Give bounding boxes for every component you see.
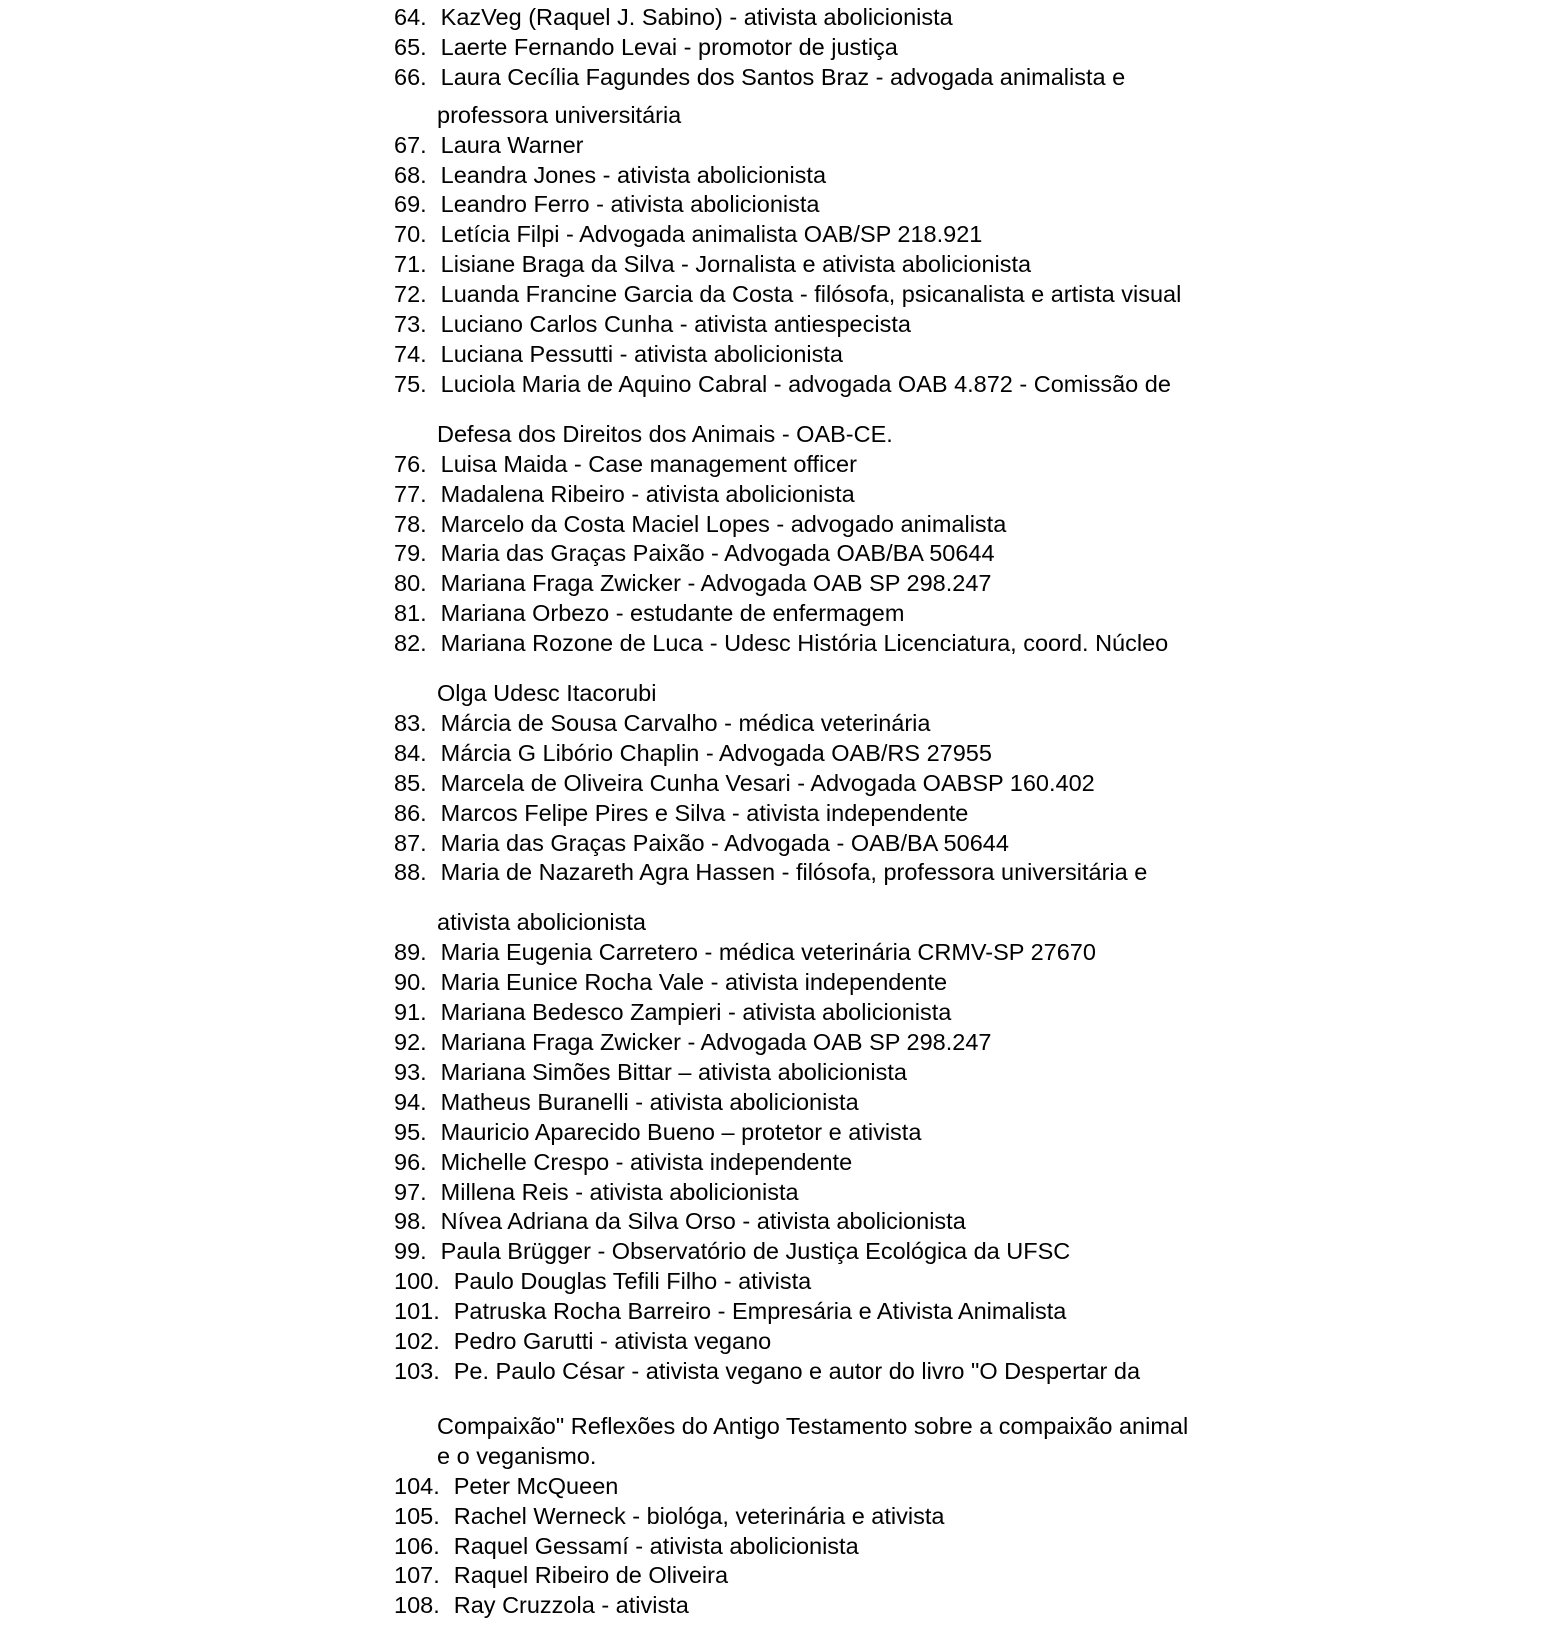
item-text: Marcela de Oliveira Cunha Vesari - Advogada OABSP 160.402: [440, 769, 1095, 796]
item-text: Marcos Felipe Pires e Silva - ativista independente: [440, 799, 969, 826]
item-text: Letícia Filpi - Advogada animalista OAB/SP 218.921: [440, 221, 983, 248]
item-text: Pedro Garutti - ativista vegano: [453, 1328, 772, 1355]
item-number: 64.: [394, 4, 427, 30]
list-item-continuation: [394, 679, 1188, 709]
item-text: Paula Brügger - Observatório de Justiça Ecológica da UFSC: [440, 1238, 1071, 1265]
item-text: Maria Eugenia Carretero - médica veterinária CRMV-SP 27670: [440, 939, 1096, 966]
list-item: [394, 1267, 1188, 1297]
item-number: 92.: [394, 1029, 427, 1055]
item-number: 66.: [394, 63, 427, 90]
item-number: 84.: [394, 739, 427, 766]
list-item: [394, 1088, 1188, 1118]
item-number: 98.: [394, 1208, 427, 1235]
item-number: 68.: [394, 161, 427, 188]
item-text: Ray Cruzzola - ativista: [453, 1592, 689, 1619]
item-text: Luisa Maida - Case management officer: [440, 450, 857, 477]
list-item: [394, 161, 1188, 191]
list-item: [394, 629, 1188, 659]
item-text: KazVeg (Raquel J. Sabino) - ativista abolicionista: [440, 4, 953, 30]
item-text: Luciola Maria de Aquino Cabral - advogada OAB 4.872 - Comissão de: [440, 370, 1171, 397]
list-item: [394, 938, 1188, 968]
list-item: [394, 3, 1188, 33]
list-item: [394, 1297, 1188, 1327]
list-item: [394, 63, 1188, 93]
list-item: [394, 569, 1188, 599]
item-number: 71.: [394, 251, 427, 278]
item-text: Leandro Ferro - ativista abolicionista: [440, 191, 820, 218]
list-item: [394, 340, 1188, 370]
item-text: Patruska Rocha Barreiro - Empresária e Ativista Animalista: [453, 1298, 1067, 1325]
list-item: [394, 370, 1188, 400]
list-item-continuation: [394, 1442, 1188, 1472]
list-item: [394, 769, 1188, 799]
item-number: 70.: [394, 221, 427, 248]
item-text: Márcia G Libório Chaplin - Advogada OAB/RS 27955: [440, 739, 992, 766]
item-text: Madalena Ribeiro - ativista abolicionista: [440, 480, 855, 507]
item-number: 88.: [394, 859, 427, 886]
item-text: Mariana Fraga Zwicker - Advogada OAB SP 298.247: [440, 1029, 992, 1055]
item-number: 100.: [394, 1268, 440, 1295]
list-item-continuation: [394, 1412, 1188, 1442]
item-text: Pe. Paulo César - ativista vegano e autor do livro "O Despertar da: [453, 1357, 1141, 1384]
item-text: Raquel Gessamí - ativista abolicionista: [453, 1532, 859, 1559]
item-text: Olga Udesc Itacorubi: [437, 680, 657, 707]
item-text: Laura Cecília Fagundes dos Santos Braz - advogada animalista e: [440, 63, 1126, 90]
item-number: 95.: [394, 1118, 427, 1145]
list-item: [394, 1058, 1188, 1088]
item-number: 80.: [394, 570, 427, 597]
item-text: Luanda Francine Garcia da Costa - filósofa, psicanalista e artista visual: [440, 281, 1182, 308]
item-number: 93.: [394, 1058, 427, 1085]
list-item: [394, 1178, 1188, 1208]
item-text: Marcelo da Costa Maciel Lopes - advogado animalista: [440, 510, 1007, 537]
list-item: [394, 1148, 1188, 1178]
list-item: [394, 480, 1188, 510]
item-number: 103.: [394, 1357, 440, 1384]
item-number: 78.: [394, 510, 427, 537]
item-number: 69.: [394, 191, 427, 218]
item-text: Mariana Orbezo - estudante de enfermagem: [440, 600, 905, 627]
item-number: 106.: [394, 1532, 440, 1559]
item-number: 104.: [394, 1472, 440, 1499]
item-number: 76.: [394, 450, 427, 477]
item-number: 85.: [394, 769, 427, 796]
list-item: [394, 739, 1188, 769]
item-text: Millena Reis - ativista abolicionista: [440, 1178, 799, 1205]
list-item: [394, 1028, 1188, 1058]
list-item: [394, 131, 1188, 161]
item-number: 94.: [394, 1088, 427, 1115]
item-number: 72.: [394, 281, 427, 308]
item-text: Compaixão" Reflexões do Antigo Testamento sobre a compaixão animal: [437, 1412, 1189, 1439]
item-number: 81.: [394, 600, 427, 627]
list-item: [394, 709, 1188, 739]
item-number: 87.: [394, 829, 427, 856]
item-number: 96.: [394, 1148, 427, 1175]
list-item: [394, 250, 1188, 280]
item-text: Mariana Simões Bittar – ativista abolicionista: [440, 1058, 907, 1085]
item-text: Rachel Werneck - biológa, veterinária e ativista: [453, 1502, 945, 1529]
item-number: 89.: [394, 939, 427, 966]
item-number: 97.: [394, 1178, 427, 1205]
list-item: [394, 799, 1188, 829]
item-number: 101.: [394, 1298, 440, 1325]
item-number: 73.: [394, 311, 427, 338]
document-page: [394, 3, 1188, 1621]
item-number: 67.: [394, 131, 427, 158]
item-text: ativista abolicionista: [437, 909, 646, 936]
list-item: [394, 1472, 1188, 1502]
item-text: Defesa dos Direitos dos Animais - OAB-CE.: [437, 420, 893, 447]
list-item: [394, 998, 1188, 1028]
item-text: Raquel Ribeiro de Oliveira: [453, 1562, 729, 1589]
item-text: Maria das Graças Paixão - Advogada OAB/BA 50644: [440, 540, 995, 567]
item-text: Peter McQueen: [453, 1472, 619, 1499]
item-text: Lisiane Braga da Silva - Jornalista e ativista abolicionista: [440, 251, 1032, 278]
list-item: [394, 1237, 1188, 1267]
item-number: 108.: [394, 1592, 440, 1619]
item-number: 86.: [394, 799, 427, 826]
list-item: [394, 599, 1188, 629]
list-item: [394, 33, 1188, 63]
item-text: Mauricio Aparecido Bueno – protetor e ativista: [440, 1118, 922, 1145]
item-text: Mariana Rozone de Luca - Udesc História Licenciatura, coord. Núcleo: [440, 630, 1169, 657]
item-text: Laura Warner: [440, 131, 584, 158]
item-number: 83.: [394, 709, 427, 736]
list-item: [394, 1357, 1188, 1387]
item-text: Mariana Fraga Zwicker - Advogada OAB SP 298.247: [440, 570, 992, 597]
list-item: [394, 829, 1188, 859]
item-text: Maria das Graças Paixão - Advogada - OAB/BA 50644: [440, 829, 1009, 856]
list-item-continuation: [394, 101, 1188, 131]
list-item: [394, 1207, 1188, 1237]
list-item: [394, 280, 1188, 310]
item-number: 79.: [394, 540, 427, 567]
signatories-list: [394, 3, 1188, 1621]
item-number: 107.: [394, 1562, 440, 1589]
list-item: [394, 190, 1188, 220]
list-item: [394, 450, 1188, 480]
list-item: [394, 220, 1188, 250]
item-number: 105.: [394, 1502, 440, 1529]
item-number: 102.: [394, 1328, 440, 1355]
list-item: [394, 1118, 1188, 1148]
list-item: [394, 310, 1188, 340]
item-text: Michelle Crespo - ativista independente: [440, 1148, 853, 1175]
list-item-continuation: [394, 420, 1188, 450]
item-number: 74.: [394, 340, 427, 367]
list-item: [394, 539, 1188, 569]
list-item: [394, 1327, 1188, 1357]
item-number: 77.: [394, 480, 427, 507]
item-text: Matheus Buranelli - ativista abolicionista: [440, 1088, 859, 1115]
item-text: Paulo Douglas Tefili Filho - ativista: [453, 1268, 812, 1295]
item-number: 99.: [394, 1238, 427, 1265]
list-item: [394, 510, 1188, 540]
item-number: 65.: [394, 33, 427, 60]
item-text: Leandra Jones - ativista abolicionista: [440, 161, 827, 188]
item-text: Luciana Pessutti - ativista abolicionista: [440, 340, 843, 367]
item-number: 91.: [394, 999, 427, 1026]
list-item-continuation: [394, 908, 1188, 938]
item-text: Márcia de Sousa Carvalho - médica veterinária: [440, 709, 931, 736]
item-number: 90.: [394, 969, 427, 996]
item-text: Laerte Fernando Levai - promotor de justiça: [440, 33, 898, 60]
item-text: Luciano Carlos Cunha - ativista antiespecista: [440, 311, 911, 338]
item-text: Maria Eunice Rocha Vale - ativista independente: [440, 969, 948, 996]
list-item: [394, 1532, 1188, 1562]
item-text: Nívea Adriana da Silva Orso - ativista abolicionista: [440, 1208, 966, 1235]
item-number: 75.: [394, 370, 427, 397]
list-item: [394, 858, 1188, 888]
list-item: [394, 1591, 1188, 1621]
item-text: Maria de Nazareth Agra Hassen - filósofa, professora universitária e: [440, 859, 1148, 886]
list-item: [394, 1502, 1188, 1532]
item-number: 82.: [394, 630, 427, 657]
item-text: professora universitária: [437, 101, 682, 128]
item-text: e o veganismo.: [437, 1442, 597, 1469]
item-text: Mariana Bedesco Zampieri - ativista abolicionista: [440, 999, 952, 1026]
list-item: [394, 968, 1188, 998]
list-item: [394, 1561, 1188, 1591]
